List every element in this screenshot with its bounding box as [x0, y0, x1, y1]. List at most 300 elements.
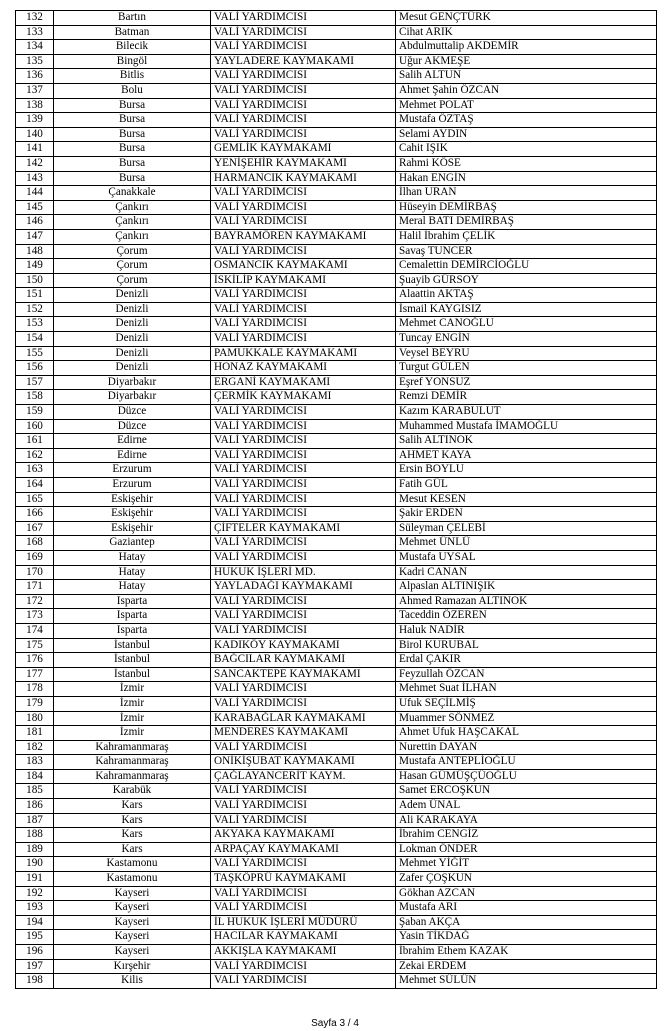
table-row [16, 390, 657, 405]
person-name-cell: Ahmet Ufuk HAŞCAKAL [396, 726, 657, 741]
person-name-cell: Alpaslan ALTINIŞIK [396, 580, 657, 595]
title-cell: VALİ YARDIMCISI [211, 98, 396, 113]
title-cell: ÇAĞLAYANCERİT KAYM. [211, 769, 396, 784]
city-cell: Çorum [54, 244, 211, 259]
row-number: 144 [16, 186, 54, 201]
table-row [16, 594, 657, 609]
row-number: 169 [16, 550, 54, 565]
person-name-cell: İbrahim CENGİZ [396, 828, 657, 843]
person-name-cell: Gökhan AZCAN [396, 886, 657, 901]
table-row [16, 346, 657, 361]
row-number: 153 [16, 317, 54, 332]
table-row [16, 171, 657, 186]
person-name-cell: Savaş TUNCER [396, 244, 657, 259]
title-cell: VALİ YARDIMCISI [211, 200, 396, 215]
row-number: 197 [16, 959, 54, 974]
person-name-cell: Mehmet SÜLÜN [396, 974, 657, 989]
city-cell: Bursa [54, 142, 211, 157]
person-name-cell: Mehmet YİĞİT [396, 857, 657, 872]
table-row [16, 83, 657, 98]
person-name-cell: Veysel BEYRU [396, 346, 657, 361]
person-name-cell: Muammer SÖNMEZ [396, 711, 657, 726]
title-cell: VALİ YARDIMCISI [211, 959, 396, 974]
city-cell: Edirne [54, 448, 211, 463]
title-cell: VALİ YARDIMCISI [211, 478, 396, 493]
row-number: 196 [16, 945, 54, 960]
person-name-cell: Cihat ARIK [396, 25, 657, 40]
title-cell: HACILAR KAYMAKAMI [211, 930, 396, 945]
table-row [16, 740, 657, 755]
table-row [16, 11, 657, 26]
person-name-cell: Birol KURUBAL [396, 638, 657, 653]
city-cell: Kars [54, 828, 211, 843]
table-row [16, 550, 657, 565]
city-cell: Düzce [54, 405, 211, 420]
row-number: 184 [16, 769, 54, 784]
table-row [16, 813, 657, 828]
city-cell: Eskişehir [54, 521, 211, 536]
person-name-cell: Mehmet CANOĞLU [396, 317, 657, 332]
title-cell: VALİ YARDIMCISI [211, 886, 396, 901]
row-number: 198 [16, 974, 54, 989]
table-row [16, 156, 657, 171]
table-row [16, 98, 657, 113]
person-name-cell: Mehmet POLAT [396, 98, 657, 113]
title-cell: VALİ YARDIMCISI [211, 857, 396, 872]
title-cell: VALİ YARDIMCISI [211, 550, 396, 565]
person-name-cell: Mehmet Suat İLHAN [396, 682, 657, 697]
city-cell: Isparta [54, 594, 211, 609]
title-cell: VALİ YARDIMCISI [211, 507, 396, 522]
row-number: 160 [16, 419, 54, 434]
person-name-cell: Eşref YONSUZ [396, 375, 657, 390]
table-row [16, 959, 657, 974]
person-name-cell: Mustafa ARI [396, 901, 657, 916]
title-cell: VALİ YARDIMCISI [211, 609, 396, 624]
city-cell: Çankırı [54, 229, 211, 244]
city-cell: Çankırı [54, 215, 211, 230]
person-name-cell: Mesut KESEN [396, 492, 657, 507]
title-cell: YENİŞEHİR KAYMAKAMI [211, 156, 396, 171]
table-row [16, 886, 657, 901]
table-row [16, 769, 657, 784]
table-row [16, 448, 657, 463]
person-name-cell: Turgut GÜLEN [396, 361, 657, 376]
title-cell: AKYAKA KAYMAKAMI [211, 828, 396, 843]
row-number: 166 [16, 507, 54, 522]
row-number: 179 [16, 696, 54, 711]
title-cell: İL HUKUK İŞLERİ MÜDÜRÜ [211, 915, 396, 930]
city-cell: Kars [54, 842, 211, 857]
city-cell: Kayseri [54, 886, 211, 901]
city-cell: Denizli [54, 332, 211, 347]
row-number: 171 [16, 580, 54, 595]
row-number: 148 [16, 244, 54, 259]
person-name-cell: Zafer ÇOŞKUN [396, 872, 657, 887]
row-number: 178 [16, 682, 54, 697]
title-cell: ARPAÇAY KAYMAKAMI [211, 842, 396, 857]
city-cell: Denizli [54, 288, 211, 303]
row-number: 173 [16, 609, 54, 624]
person-name-cell: Zekai ERDEM [396, 959, 657, 974]
table-row [16, 974, 657, 989]
title-cell: VALİ YARDIMCISI [211, 332, 396, 347]
table-row [16, 784, 657, 799]
city-cell: Diyarbakır [54, 390, 211, 405]
city-cell: Kayseri [54, 945, 211, 960]
city-cell: Çankırı [54, 200, 211, 215]
table-row [16, 755, 657, 770]
table-row [16, 711, 657, 726]
title-cell: VALİ YARDIMCISI [211, 682, 396, 697]
table-row [16, 113, 657, 128]
table-row [16, 259, 657, 274]
title-cell: VALİ YARDIMCISI [211, 813, 396, 828]
title-cell: VALİ YARDIMCISI [211, 302, 396, 317]
city-cell: Kars [54, 813, 211, 828]
city-cell: Bingöl [54, 54, 211, 69]
person-name-cell: Şakir ERDEN [396, 507, 657, 522]
row-number: 151 [16, 288, 54, 303]
title-cell: KARABAĞLAR KAYMAKAMI [211, 711, 396, 726]
row-number: 156 [16, 361, 54, 376]
row-number: 185 [16, 784, 54, 799]
table-row [16, 930, 657, 945]
city-cell: Çorum [54, 273, 211, 288]
person-name-cell: Alaattin AKTAŞ [396, 288, 657, 303]
title-cell: VALİ YARDIMCISI [211, 594, 396, 609]
row-number: 187 [16, 813, 54, 828]
city-cell: Bursa [54, 113, 211, 128]
city-cell: Denizli [54, 346, 211, 361]
row-number: 137 [16, 83, 54, 98]
row-number: 177 [16, 667, 54, 682]
title-cell: BAĞCILAR KAYMAKAMI [211, 653, 396, 668]
person-name-cell: Rahmi KÖSE [396, 156, 657, 171]
row-number: 190 [16, 857, 54, 872]
table-row [16, 492, 657, 507]
title-cell: VALİ YARDIMCISI [211, 901, 396, 916]
person-name-cell: Mesut GENÇTÜRK [396, 11, 657, 26]
table-row [16, 25, 657, 40]
table-row [16, 419, 657, 434]
table-row [16, 565, 657, 580]
person-name-cell: Hakan ENGİN [396, 171, 657, 186]
person-name-cell: Haluk NADİR [396, 623, 657, 638]
row-number: 188 [16, 828, 54, 843]
person-name-cell: Uğur AKMEŞE [396, 54, 657, 69]
title-cell: PAMUKKALE KAYMAKAMI [211, 346, 396, 361]
title-cell: GEMLİK KAYMAKAMI [211, 142, 396, 157]
table-row [16, 915, 657, 930]
person-name-cell: Tuncay ENGİN [396, 332, 657, 347]
title-cell: İSKİLİP KAYMAKAMI [211, 273, 396, 288]
city-cell: Eskişehir [54, 507, 211, 522]
city-cell: Denizli [54, 361, 211, 376]
title-cell: HONAZ KAYMAKAMI [211, 361, 396, 376]
title-cell: ÇERMİK KAYMAKAMI [211, 390, 396, 405]
row-number: 168 [16, 536, 54, 551]
title-cell: VALİ YARDIMCISI [211, 784, 396, 799]
title-cell: VALİ YARDIMCISI [211, 40, 396, 55]
city-cell: Hatay [54, 565, 211, 580]
person-name-cell: Şuayib GÜRSOY [396, 273, 657, 288]
table-row [16, 186, 657, 201]
row-number: 182 [16, 740, 54, 755]
table-row [16, 653, 657, 668]
city-cell: Kastamonu [54, 872, 211, 887]
city-cell: Isparta [54, 609, 211, 624]
row-number: 161 [16, 434, 54, 449]
row-number: 132 [16, 11, 54, 26]
city-cell: İzmir [54, 696, 211, 711]
row-number: 191 [16, 872, 54, 887]
city-cell: Kastamonu [54, 857, 211, 872]
person-name-cell: Muhammed Mustafa İMAMOĞLU [396, 419, 657, 434]
city-cell: Erzurum [54, 463, 211, 478]
table-row [16, 521, 657, 536]
title-cell: VALİ YARDIMCISI [211, 215, 396, 230]
row-number: 162 [16, 448, 54, 463]
table-row [16, 682, 657, 697]
table-row [16, 69, 657, 84]
city-cell: Bursa [54, 156, 211, 171]
city-cell: Kırşehir [54, 959, 211, 974]
title-cell: VALİ YARDIMCISI [211, 623, 396, 638]
city-cell: İstanbul [54, 638, 211, 653]
person-name-cell: İbrahim Ethem KAZAK [396, 945, 657, 960]
row-number: 145 [16, 200, 54, 215]
row-number: 193 [16, 901, 54, 916]
row-number: 163 [16, 463, 54, 478]
table-row [16, 40, 657, 55]
city-cell: Eskişehir [54, 492, 211, 507]
title-cell: KADIKÖY KAYMAKAMI [211, 638, 396, 653]
person-name-cell: Lokman ÖNDER [396, 842, 657, 857]
table-row [16, 434, 657, 449]
person-name-cell: Selami AYDIN [396, 127, 657, 142]
title-cell: HARMANCIK KAYMAKAMI [211, 171, 396, 186]
person-name-cell: Meral BATI DEMİRBAŞ [396, 215, 657, 230]
row-number: 174 [16, 623, 54, 638]
city-cell: İstanbul [54, 667, 211, 682]
title-cell: VALİ YARDIMCISI [211, 536, 396, 551]
person-name-cell: Cahit IŞIK [396, 142, 657, 157]
table-row [16, 302, 657, 317]
table-row [16, 828, 657, 843]
person-name-cell: Samet ERCOŞKUN [396, 784, 657, 799]
table-row [16, 375, 657, 390]
row-number: 194 [16, 915, 54, 930]
table-row [16, 54, 657, 69]
person-name-cell: Kazım KARABULUT [396, 405, 657, 420]
row-number: 140 [16, 127, 54, 142]
table-row [16, 726, 657, 741]
table-row [16, 229, 657, 244]
row-number: 158 [16, 390, 54, 405]
personnel-table [15, 10, 657, 989]
title-cell: VALİ YARDIMCISI [211, 317, 396, 332]
title-cell: TAŞKÖPRÜ KAYMAKAMI [211, 872, 396, 887]
title-cell: VALİ YARDIMCISI [211, 419, 396, 434]
person-name-cell: Ufuk SEÇİLMİŞ [396, 696, 657, 711]
person-name-cell: Cemalettin DEMİRCİOĞLU [396, 259, 657, 274]
city-cell: İzmir [54, 726, 211, 741]
title-cell: BAYRAMÖREN KAYMAKAMI [211, 229, 396, 244]
table-row [16, 127, 657, 142]
row-number: 181 [16, 726, 54, 741]
row-number: 141 [16, 142, 54, 157]
city-cell: Çorum [54, 259, 211, 274]
person-name-cell: Fatih GÜL [396, 478, 657, 493]
table-row [16, 478, 657, 493]
person-name-cell: Ahmed Ramazan ALTINOK [396, 594, 657, 609]
person-name-cell: Şaban AKÇA [396, 915, 657, 930]
table-row [16, 638, 657, 653]
table-row [16, 901, 657, 916]
person-name-cell: İsmail KAYGISIZ [396, 302, 657, 317]
city-cell: Hatay [54, 550, 211, 565]
city-cell: İzmir [54, 682, 211, 697]
table-body [16, 11, 657, 989]
row-number: 157 [16, 375, 54, 390]
row-number: 142 [16, 156, 54, 171]
city-cell: Batman [54, 25, 211, 40]
table-row [16, 667, 657, 682]
table-row [16, 361, 657, 376]
person-name-cell: Mehmet ÜNLÜ [396, 536, 657, 551]
row-number: 189 [16, 842, 54, 857]
table-row [16, 857, 657, 872]
row-number: 172 [16, 594, 54, 609]
city-cell: Hatay [54, 580, 211, 595]
person-name-cell: Salih ALTUN [396, 69, 657, 84]
row-number: 176 [16, 653, 54, 668]
city-cell: İstanbul [54, 653, 211, 668]
title-cell: VALİ YARDIMCISI [211, 244, 396, 259]
person-name-cell: Erdal ÇAKIR [396, 653, 657, 668]
city-cell: Çanakkale [54, 186, 211, 201]
table-row [16, 609, 657, 624]
title-cell: HUKUK İŞLERİ MD. [211, 565, 396, 580]
title-cell: AKKIŞLA KAYMAKAMI [211, 945, 396, 960]
city-cell: Kayseri [54, 930, 211, 945]
row-number: 183 [16, 755, 54, 770]
person-name-cell: Hüseyin DEMİRBAŞ [396, 200, 657, 215]
title-cell: ERGANİ KAYMAKAMI [211, 375, 396, 390]
table-row [16, 580, 657, 595]
title-cell: VALİ YARDIMCISI [211, 492, 396, 507]
table-row [16, 317, 657, 332]
person-name-cell: Mustafa ANTEPLİOĞLU [396, 755, 657, 770]
city-cell: Bitlis [54, 69, 211, 84]
title-cell: VALİ YARDIMCISI [211, 288, 396, 303]
title-cell: VALİ YARDIMCISI [211, 463, 396, 478]
city-cell: Kahramanmaraş [54, 769, 211, 784]
person-name-cell: İlhan URAN [396, 186, 657, 201]
row-number: 154 [16, 332, 54, 347]
row-number: 180 [16, 711, 54, 726]
row-number: 192 [16, 886, 54, 901]
city-cell: Kilis [54, 974, 211, 989]
person-name-cell: Remzi DEMİR [396, 390, 657, 405]
row-number: 170 [16, 565, 54, 580]
table-row [16, 244, 657, 259]
row-number: 164 [16, 478, 54, 493]
row-number: 186 [16, 799, 54, 814]
city-cell: Bolu [54, 83, 211, 98]
city-cell: Edirne [54, 434, 211, 449]
row-number: 175 [16, 638, 54, 653]
title-cell: VALİ YARDIMCISI [211, 186, 396, 201]
row-number: 135 [16, 54, 54, 69]
city-cell: Kars [54, 799, 211, 814]
table-row [16, 536, 657, 551]
row-number: 167 [16, 521, 54, 536]
table-row [16, 945, 657, 960]
person-name-cell: Kadri CANAN [396, 565, 657, 580]
title-cell: VALİ YARDIMCISI [211, 696, 396, 711]
table-row [16, 288, 657, 303]
city-cell: Kayseri [54, 915, 211, 930]
title-cell: ÇİFTELER KAYMAKAMI [211, 521, 396, 536]
city-cell: Bursa [54, 171, 211, 186]
title-cell: VALİ YARDIMCISI [211, 69, 396, 84]
city-cell: Bursa [54, 127, 211, 142]
table-row [16, 799, 657, 814]
table-row [16, 405, 657, 420]
title-cell: VALİ YARDIMCISI [211, 434, 396, 449]
city-cell: Bilecik [54, 40, 211, 55]
city-cell: Diyarbakır [54, 375, 211, 390]
title-cell: VALİ YARDIMCISI [211, 799, 396, 814]
city-cell: Kahramanmaraş [54, 755, 211, 770]
city-cell: Kahramanmaraş [54, 740, 211, 755]
city-cell: Isparta [54, 623, 211, 638]
table-row [16, 872, 657, 887]
page-footer: Sayfa 3 / 4 [311, 1018, 359, 1029]
person-name-cell: Adem ÜNAL [396, 799, 657, 814]
title-cell: VALİ YARDIMCISI [211, 974, 396, 989]
table-row [16, 623, 657, 638]
person-name-cell: Taceddin ÖZEREN [396, 609, 657, 624]
title-cell: ONİKİŞUBAT KAYMAKAMI [211, 755, 396, 770]
city-cell: Erzurum [54, 478, 211, 493]
row-number: 152 [16, 302, 54, 317]
row-number: 147 [16, 229, 54, 244]
table-row [16, 507, 657, 522]
table-row [16, 842, 657, 857]
row-number: 155 [16, 346, 54, 361]
person-name-cell: Hasan GÜMÜŞÇÜOĞLU [396, 769, 657, 784]
city-cell: Denizli [54, 317, 211, 332]
title-cell: VALİ YARDIMCISI [211, 113, 396, 128]
title-cell: MENDERES KAYMAKAMI [211, 726, 396, 741]
table-row [16, 273, 657, 288]
title-cell: VALİ YARDIMCISI [211, 25, 396, 40]
person-name-cell: Abdulmuttalip AKDEMİR [396, 40, 657, 55]
title-cell: VALİ YARDIMCISI [211, 11, 396, 26]
table-row [16, 332, 657, 347]
city-cell: Düzce [54, 419, 211, 434]
person-name-cell: Mustafa ÖZTAŞ [396, 113, 657, 128]
person-name-cell: AHMET KAYA [396, 448, 657, 463]
title-cell: VALİ YARDIMCISI [211, 448, 396, 463]
row-number: 138 [16, 98, 54, 113]
city-cell: Bartın [54, 11, 211, 26]
row-number: 133 [16, 25, 54, 40]
row-number: 165 [16, 492, 54, 507]
